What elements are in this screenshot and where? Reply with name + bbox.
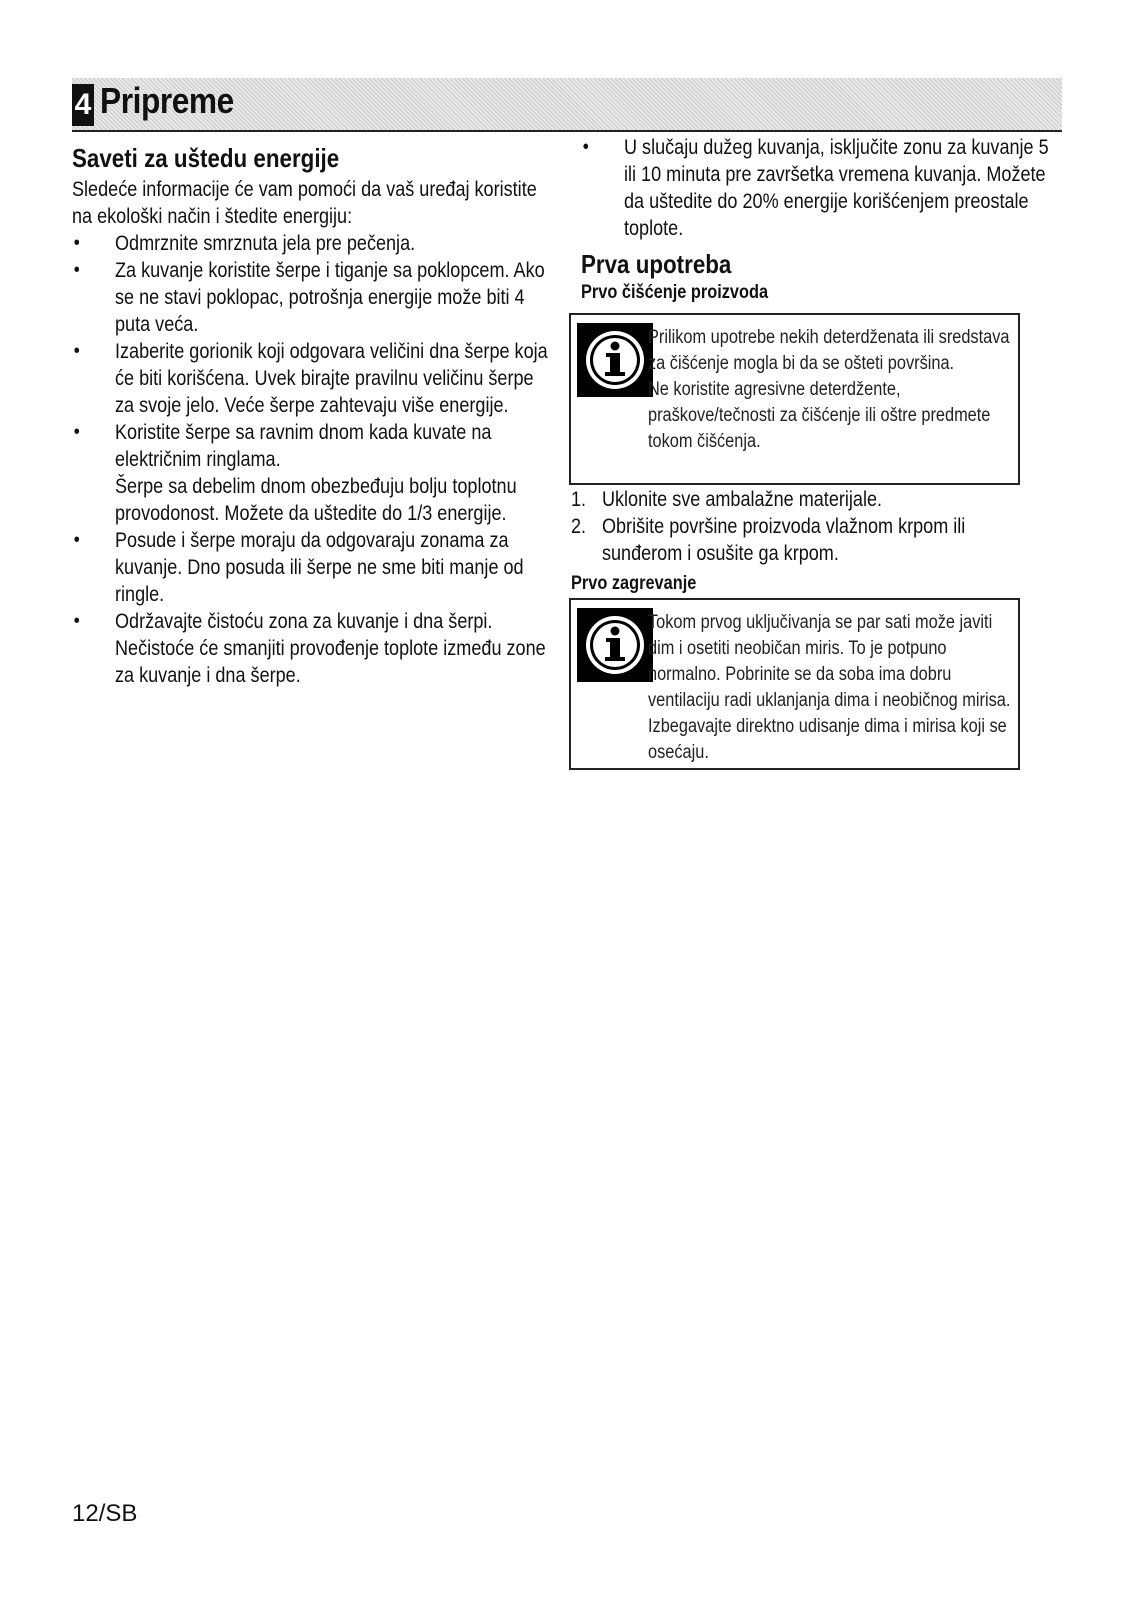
tip-text: U slučaju dužeg kuvanja, isključite zonu za kuvanje 5 ili 10 minuta pre završetka vremena kuvanja. Možete da uštedite do 20% energije korišćenjem preostale toplote. <box>624 136 1049 240</box>
tip-text: Odmrznite smrznuta jela pre pečenja. <box>115 232 416 255</box>
step-number: 1. <box>571 488 587 511</box>
info-icon <box>577 323 653 397</box>
tip-text: Za kuvanje koristite šerpe i tiganje sa poklopcem. Ako se ne stavi poklopac, potrošnja energije može biti 4 puta veća. <box>115 259 545 336</box>
cleaning-subheading: Prvo čišćenje proizvoda <box>581 282 769 303</box>
cleaning-steps <box>571 486 1046 597</box>
cleaning-info-text-1: Prilikom upotrebe nekih deterdženata ili sredstava za čišćenje mogla bi da se ošteti površina. <box>648 327 1010 374</box>
list-item <box>72 338 554 419</box>
step-text: Obrišite površine proizvoda vlažnom krpom ili sunđerom i osušite ga krpom. <box>601 515 966 565</box>
heating-subheading: Prvo zagrevanje <box>571 573 697 594</box>
cleaning-steps-list <box>571 486 1046 567</box>
list-item <box>72 230 554 257</box>
energy-tips-list-continued <box>581 134 1056 242</box>
list-item <box>581 134 1056 242</box>
first-use-section <box>581 248 1056 306</box>
chapter-title: Pripreme <box>100 80 234 121</box>
energy-intro: Sledeće informacije će vam pomoći da vaš uređaj koristite na ekološki način i štedite energiju: <box>72 178 537 228</box>
energy-tips-list <box>72 230 554 689</box>
step-text: Uklonite sve ambalažne materijale. <box>601 488 883 511</box>
list-item <box>72 608 554 689</box>
cleaning-info-box <box>569 313 1020 485</box>
tip-text: Koristite šerpe sa ravnim dnom kada kuvate na električnim ringlama. <box>115 421 492 471</box>
tip-text: Posude i šerpe moraju da odgovaraju zonama za kuvanje. Dno posuda ili šerpe ne sme biti manje od ringle. <box>115 529 524 606</box>
chapter-header <box>72 78 1062 132</box>
energy-section <box>72 142 552 689</box>
first-use-heading: Prva upotreba <box>581 249 732 279</box>
chapter-number: 4 <box>72 84 94 126</box>
energy-heading: Saveti za uštedu energije <box>72 143 340 173</box>
tip-text: Izaberite gorionik koji odgovara veličini dna šerpe koja će biti korišćena. Uvek birajte pravilnu veličinu šerpe za svoje jelo. Veće šerpe zahtevaju više energije. <box>115 340 548 417</box>
list-item <box>72 527 554 608</box>
cleaning-info-text-2: Ne koristite agresivne deterdžente, praškove/tečnosti za čišćenje ili oštre predmete tokom čišćenja. <box>648 379 991 452</box>
info-icon <box>577 608 653 682</box>
tip-extra-text: Šerpe sa debelim dnom obezbeđuju bolju toplotnu provodonost. Možete da uštedite do 1/3 energije. <box>115 475 517 525</box>
list-item <box>571 486 1046 513</box>
heating-info-box <box>569 598 1020 770</box>
tip-text: Održavajte čistoću zona za kuvanje i dna šerpi. Nečistoće će smanjiti provođenje toplote između zone za kuvanje i dna šerpe. <box>115 610 546 687</box>
list-item <box>72 257 554 338</box>
page-number: 12/SB <box>72 1500 138 1527</box>
step-number: 2. <box>571 515 587 538</box>
right-column <box>581 134 1056 242</box>
list-item <box>72 419 554 527</box>
list-item <box>571 513 1046 567</box>
heating-info-text: Tokom prvog uključivanja se par sati može javiti dim i osetiti neobičan miris. To je potpuno normalno. Pobrinite se da soba ima dobru ventilaciju radi uklanjanja dima i neobičnog mirisa. Izbegavajte direktno udisanje dima i mirisa koji se osećaju. <box>648 612 1011 763</box>
